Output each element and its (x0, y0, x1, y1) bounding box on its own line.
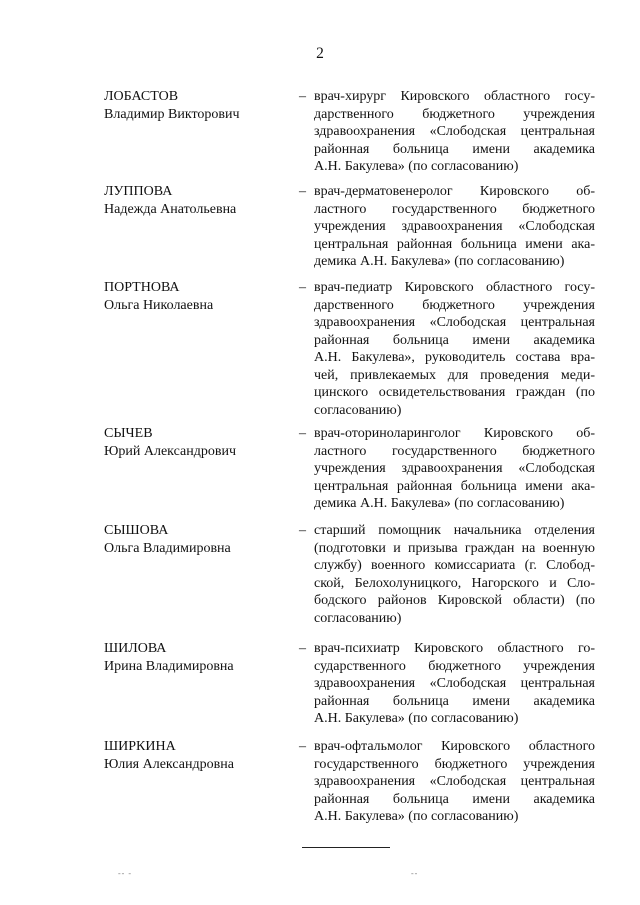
position-line: (подготовки и призыва граждан на военную (314, 540, 595, 556)
position-line: центральная районная больница имени ака- (314, 236, 595, 252)
member-position (314, 279, 595, 419)
position-line: согласованию) (314, 610, 402, 626)
position-line: здравоохранения «Слободская центральная (314, 124, 595, 139)
position-line: цинского освидетельствования граждан (по (314, 385, 595, 400)
member-name (104, 183, 294, 218)
member-given-names: Юлия Александровна (104, 756, 234, 772)
member-name (104, 425, 294, 460)
position-line: ластного государственного бюджетного (314, 201, 595, 217)
member-name (104, 88, 294, 123)
member-surname: ЛОБАСТОВ (104, 89, 179, 104)
member-name (104, 640, 294, 675)
position-line: дарственного бюджетного учреждения (314, 297, 595, 313)
position-line: районная больница имени академика (314, 332, 595, 348)
member-position (314, 738, 595, 826)
position-line: учреждения здравоохранения «Слободская (314, 219, 595, 234)
dash-separator: – (299, 523, 306, 538)
position-line: службу) военного комиссариата (г. Слобод- (314, 558, 595, 573)
member-given-names: Ольга Владимировна (104, 540, 231, 556)
position-line: врач-дерматовенеролог Кировского об- (314, 184, 595, 199)
member-name (104, 738, 294, 773)
position-line: районная больница имени академика (314, 791, 595, 807)
member-given-names: Юрий Александрович (104, 443, 236, 459)
member-surname: ЛУППОВА (104, 184, 173, 199)
position-line: врач-офтальмолог Кировского областного (314, 739, 595, 754)
member-position (314, 183, 595, 271)
member-given-names: Ирина Владимировна (104, 658, 234, 674)
dash-separator: – (299, 641, 306, 656)
position-line: демика А.Н. Бакулева» (по согласованию) (314, 254, 565, 269)
position-line: врач-педиатр Кировского областного госу- (314, 280, 595, 295)
position-line: районная больница имени академика (314, 141, 595, 157)
position-line: А.Н. Бакулева» (по согласованию) (314, 159, 519, 174)
position-line: бодского районов Кировской области) (по (314, 593, 595, 608)
position-line: А.Н. Бакулева» (по согласованию) (314, 809, 519, 824)
member-position (314, 522, 595, 627)
member-name (104, 279, 294, 314)
position-line: чей, привлекаемых для проведения меди- (314, 367, 595, 383)
member-position (314, 88, 595, 176)
position-line: здравоохранения «Слободская центральная (314, 774, 595, 789)
position-line: здравоохранения «Слободская центральная (314, 315, 595, 330)
dash-separator: – (299, 89, 306, 104)
dash-separator: – (299, 280, 306, 295)
position-line: врач-оториноларинголог Кировского об- (314, 426, 595, 441)
page-number: 2 (316, 45, 324, 62)
position-line: демика А.Н. Бакулева» (по согласованию) (314, 496, 565, 511)
position-line: государственного бюджетного учреждения (314, 756, 595, 772)
position-line: сударственного бюджетного учреждения (314, 658, 595, 674)
member-surname: ШИЛОВА (104, 641, 167, 656)
position-line: А.Н. Бакулева», руководитель состава вра- (314, 350, 595, 365)
member-surname: СЫШОВА (104, 523, 169, 538)
position-line: здравоохранения «Слободская центральная (314, 676, 595, 691)
member-surname: СЫЧЕВ (104, 426, 153, 441)
position-line: врач-психиатр Кировского областного го- (314, 641, 595, 656)
position-line: врач-хирург Кировского областного госу- (314, 89, 595, 104)
position-line: дарственного бюджетного учреждения (314, 106, 595, 122)
position-line: старший помощник начальника отделения (314, 523, 595, 538)
member-surname: ПОРТНОВА (104, 280, 180, 295)
dash-separator: – (299, 184, 306, 199)
scan-mark-right: -- (411, 869, 419, 878)
position-line: ской, Белохолуницкого, Нагорского и Сло- (314, 575, 595, 591)
member-position (314, 640, 595, 728)
member-name (104, 522, 294, 557)
position-line: учреждения здравоохранения «Слободская (314, 461, 595, 476)
position-line: ластного государственного бюджетного (314, 443, 595, 459)
position-line: А.Н. Бакулева» (по согласованию) (314, 711, 519, 726)
member-surname: ШИРКИНА (104, 739, 176, 754)
dash-separator: – (299, 739, 306, 754)
position-line: районная больница имени академика (314, 693, 595, 709)
member-position (314, 425, 595, 513)
position-line: центральная районная больница имени ака- (314, 478, 595, 494)
member-given-names: Надежда Анатольевна (104, 201, 237, 217)
dash-separator: – (299, 426, 306, 441)
footer-rule (302, 847, 390, 848)
member-given-names: Ольга Николаевна (104, 297, 214, 313)
position-line: согласованию) (314, 402, 402, 418)
scan-mark-left: -- - (118, 869, 132, 878)
member-given-names: Владимир Викторович (104, 106, 240, 122)
